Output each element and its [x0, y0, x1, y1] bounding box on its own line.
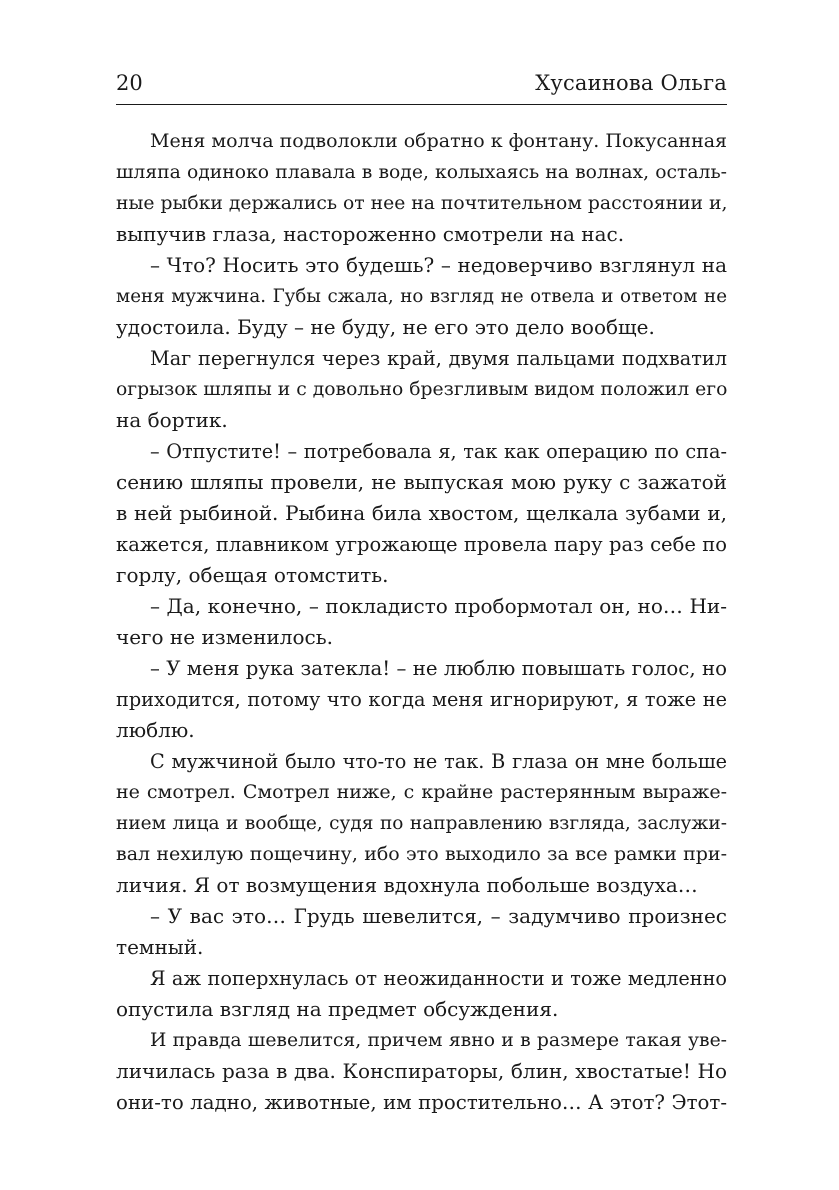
text-line: личия. Я от возмущения вдохнула побольше воздуха…	[116, 873, 698, 897]
text-line: Маг перегнулся через край, двумя пальцами подхватил	[150, 347, 727, 370]
text-line: вал нехилую пощечину, ибо это выходило за все рамки при-	[116, 843, 727, 865]
text-line: приходится, потому что когда меня игнорируют, я тоже не	[116, 688, 727, 711]
text-line: – Да, конечно, – покладисто пробормотал он, но… Ни-	[150, 594, 727, 618]
text-line: – Отпустите! – потребовала я, так как операцию по спа-	[150, 440, 727, 463]
text-line: люблю.	[116, 718, 195, 742]
text-line: меня мужчина. Губы сжала, но взгляд не отвела и ответом не	[116, 286, 727, 307]
text-line: С мужчиной было что-то не так. В глаза он мне больше	[150, 750, 727, 773]
text-line: в ней рыбиной. Рыбина била хвостом, щелкала зубами и,	[116, 501, 727, 525]
text-line: темный.	[116, 935, 204, 959]
text-line: чего не изменилось.	[116, 625, 333, 649]
body-text	[116, 126, 727, 1118]
text-line: огрызок шляпы и с довольно брезгливым видом положил его	[116, 379, 728, 400]
text-line: Я аж поперхнулась от неожиданности и тоже медленно	[150, 967, 727, 990]
page-number: 20	[116, 71, 143, 95]
text-line: на бортик.	[116, 408, 228, 432]
text-line: И правда шевелится, причем явно и в размере такая уве-	[150, 1030, 727, 1051]
page-header	[116, 66, 727, 104]
text-line: – Что? Носить это будешь? – недоверчиво взглянул на	[150, 253, 727, 277]
text-line: кажется, плавником угрожающе провела пару раз себе по	[116, 533, 727, 556]
text-line: нием лица и вообще, судя по направлению взгляда, заслужи-	[116, 813, 727, 834]
text-line: Меня молча подволокли обратно к фонтану. Покусанная	[150, 130, 728, 152]
text-line: они-то ладно, животные, им простительно… А этот? Этот-	[116, 1091, 727, 1114]
running-head-author: Хусаинова Ольга	[535, 71, 727, 95]
header-rule	[116, 104, 727, 105]
text-line: шляпа одиноко плавала в воде, колыхаясь на волнах, осталь-	[116, 162, 727, 183]
text-line: горлу, обещая отомстить.	[116, 563, 389, 587]
text-line: ные рыбки держались от нее на почтительном расстоянии и,	[116, 193, 728, 214]
text-line: не смотрел. Смотрел ниже, с крайне растерянным выраже-	[116, 781, 727, 803]
text-line: – У меня рука затекла! – не люблю повышать голос, но	[150, 657, 727, 680]
text-line: выпучив глаза, настороженно смотрели на нас.	[116, 222, 625, 246]
text-line: опустила взгляд на предмет обсуждения.	[116, 997, 559, 1021]
text-line: – У вас это… Грудь шевелится, – задумчиво произнес	[150, 904, 727, 928]
text-line: личилась раза в два. Конспираторы, блин, хвостатые! Но	[116, 1059, 727, 1083]
text-line: удостоила. Буду – не буду, не его это дело вообще.	[116, 315, 655, 339]
text-line: сению шляпы провели, не выпуская мою руку с зажатой	[116, 470, 727, 494]
